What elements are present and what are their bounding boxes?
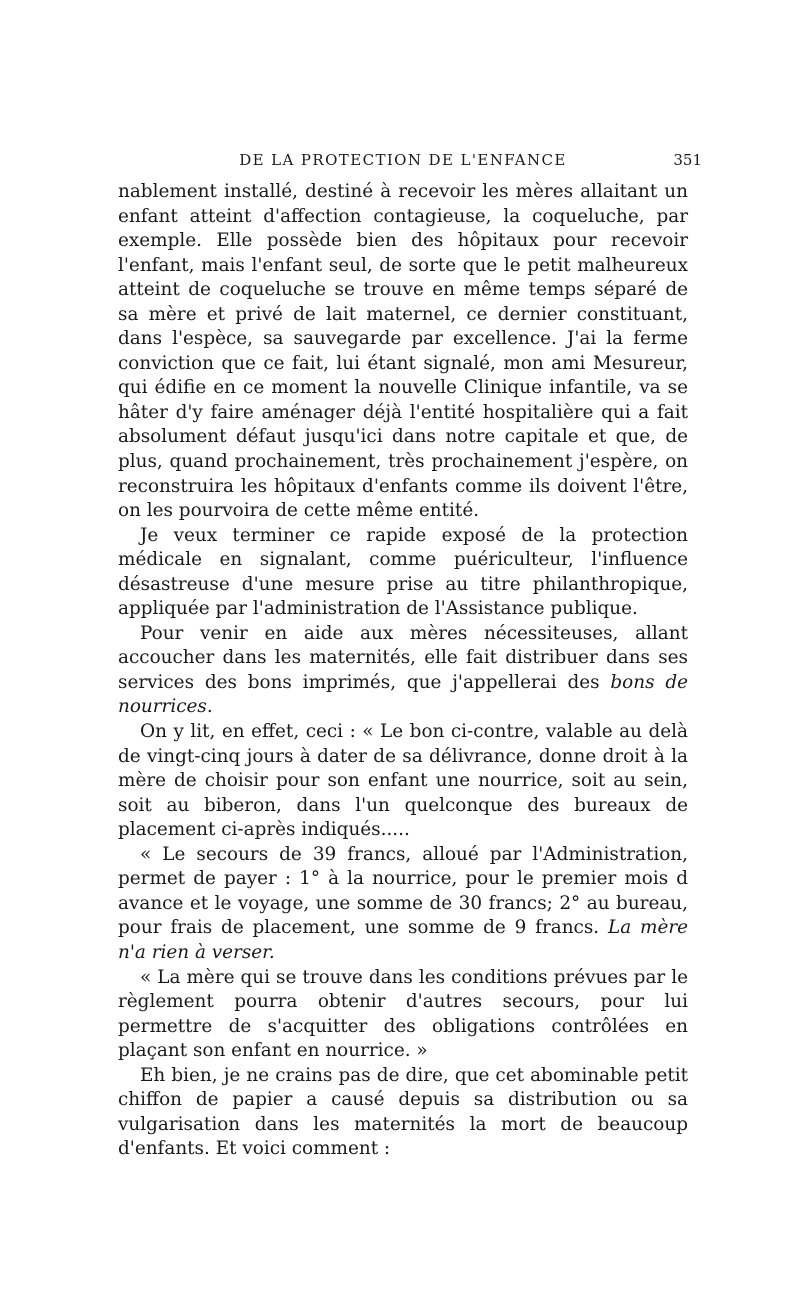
running-title: DE LA PROTECTION DE L'ENFANCE [239,151,567,169]
paragraph-text: Pour venir en aide aux mères nécessiteuses, allant accoucher dans les maternités, elle fait distribuer dans ses services des bons imprimés, que j'appellerai des [118,622,688,693]
paragraph-italic: La mère n'a rien à verser. [118,917,688,963]
paragraph-quote-start [118,720,688,843]
body-text [118,180,688,1162]
paragraph-quote-end [118,966,688,1064]
paragraph-text: On y lit, en effet, ceci : « Le bon ci-contre, valable au delà de vingt-cinq jours à dater de sa délivrance, donne droit à la mère de choisir pour son enfant une nourrice, soit au sein, soit au biberon, dans l'un quelconque des bureaux de placement ci-après indiqués..... [118,721,688,841]
paragraph-text: Eh bien, je ne crains pas de dire, que cet abominable petit chiffon de papier a causé depuis sa distribution ou sa vulgarisation dans les maternités la mort de beaucoup d'enfants. Et voici comment : [118,1064,688,1160]
paragraph-text: Je veux terminer ce rapide exposé de la protection médicale en signalant, comme puériculteur, l'influence désastreuse d'une mesure prise au titre philanthropique, appliquée par l'administration de l'Assistance publique. [118,524,688,620]
paragraph-italic: bons de nourrices [118,671,688,718]
running-head [118,151,702,173]
paragraph-bons-de-nourrices [118,622,688,720]
paragraph-conclusion-intro [118,524,688,622]
page-number: 351 [673,151,702,169]
paragraph-quote-secours [118,843,688,966]
paragraph-text: « Le secours de 39 francs, alloué par l'Administration, permet de payer : 1° à la nourrice, pour le premier mois d avance et le voyage, une somme de 30 francs; 2° au bureau, pour frais de placement, une somme de 9 francs. [118,843,688,939]
paragraph-continuation [118,180,688,524]
paragraph-text: « La mère qui se trouve dans les conditions prévues par le règlement pourra obtenir d'autres secours, pour lui permettre de s'acquitter des obligations contrôlées en plaçant son enfant en nourrice. » [118,966,688,1062]
paragraph-text: nablement installé, destiné à recevoir les mères allaitant un enfant atteint d'affection contagieuse, la coqueluche, par exemple. Elle possède bien des hôpitaux pour recevoir l'enfant, mais l'enfant seul, de sorte que le petit malheureux atteint de coqueluche se trouve en même temps séparé de sa mère et privé de lait maternel, ce dernier constituant, dans l'espèce, sa sauvegarde par excellence. J'ai la ferme conviction que ce fait, lui étant signalé, mon ami Mesureur, qui édifie en ce moment la nouvelle Clinique infantile, va se hâter d'y faire aménager déjà l'entité hospitalière qui a fait absolument défaut jusqu'ici dans notre capitale et que, de plus, quand prochainement, très prochainement j'espère, on reconstruira les hôpitaux d'enfants comme ils doivent l'être, on les pourvoira de cette même entité. [118,181,688,522]
paragraph-tail: . [206,696,213,718]
paragraph-final [118,1064,688,1162]
